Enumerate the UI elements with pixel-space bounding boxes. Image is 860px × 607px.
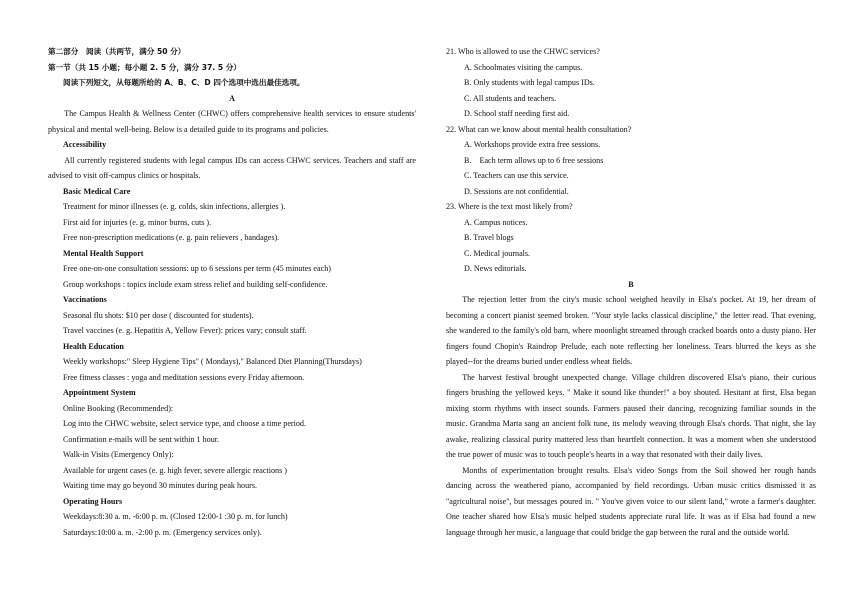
- option-23-d: D. News editorials.: [464, 264, 527, 273]
- option-23-a: A. Campus notices.: [464, 217, 528, 227]
- vaccinations-item: Travel vaccines (e. g. Hepatitis A, Yellow Fever): prices vary; consult staff.: [63, 326, 307, 335]
- vaccinations-item: Seasonal flu shots: $10 per dose ( discounted for students).: [63, 310, 254, 320]
- instruction: 阅读下列短文，从每题所给的 A、B、C、D 四个选项中选出最佳选项。: [63, 78, 305, 87]
- health-education-heading: Health Education: [63, 341, 124, 351]
- passage-a-label: A: [229, 93, 235, 103]
- vaccinations-heading: Vaccinations: [63, 295, 107, 304]
- section-title: 第一节（共 15 小题；每小题 2. 5 分，满分 37. 5 分）: [48, 62, 241, 72]
- option-22-b: B. Each term allows up to 6 free sessions: [464, 155, 604, 165]
- option-23-c: C. Medical journals.: [464, 248, 531, 258]
- question-23: 23. Where is the text most likely from?: [446, 202, 573, 211]
- left-column: [48, 44, 416, 540]
- appointment-item: Online Booking (Recommended):: [63, 403, 174, 413]
- right-column: [446, 44, 816, 540]
- option-21-a: A. Schoolmates visiting the campus.: [464, 62, 583, 72]
- basic-care-heading: Basic Medical Care: [63, 186, 131, 196]
- question-22: 22. What can we know about mental health consultation?: [446, 124, 632, 134]
- accessibility-heading: Accessibility: [63, 140, 107, 149]
- option-22-a: A. Workshops provide extra free sessions.: [464, 140, 601, 149]
- option-21-d: D. School staff needing first aid.: [464, 109, 570, 118]
- operating-hours-heading: Operating Hours: [63, 496, 123, 506]
- option-21-c: C. All students and teachers.: [464, 93, 557, 103]
- passage-b-paragraph-2: The harvest festival brought unexpected change. Village children discovered Elsa's piano, their curious fingers brushing the yellowed keys. " Make it sound like thunder!" a boy shouted. Hesitant at first, Elsa began mixing storm rhythms with insect sounds. Farmers paused their dancing, recognizing familiar sounds in the music. Grandma Marta sang an ancient folk tune, its melody weaving through Elsa's chords. That night, she lay awake, realizing classical purity mattered less than heartfelt connection. It was a moment when she understood the true power of music was to touch people's hearts in a way that resonated with their daily lives.: [446, 372, 816, 459]
- option-23-b: B. Travel blogs: [464, 233, 514, 242]
- mental-health-item: Group workshops : topics include exam stress relief and building self-confidence.: [63, 279, 328, 289]
- option-22-c: C. Teachers can use this service.: [464, 171, 569, 180]
- basic-care-item: Free non-prescription medications (e. g. pain relievers , bandages).: [63, 233, 280, 242]
- health-education-item: Weekly workshops:" Sleep Hygiene Tips" ( Mondays)," Balanced Diet Planning(Thursdays): [63, 357, 362, 366]
- passage-b-paragraph-3: Months of experimentation brought results. Elsa's video Songs from the Soil showed her rough hands dancing across the weathered piano, accompanied by field recordings. Urban music critics dismissed it as "agricultural noise", but messages poured in. " You've given voice to our silent land," wrote a farmer's daughter. One teacher shared how Elsa's music helped students appreciate rural life. It was as if Elsa had found a new language through her music, a language that could bridge the gap between the rural and the outside world.: [446, 465, 816, 537]
- part-title: 第二部分 阅读（共两节，满分 50 分）: [48, 47, 186, 56]
- mental-health-heading: Mental Health Support: [63, 248, 144, 258]
- appointment-heading: Appointment System: [63, 388, 136, 397]
- option-21-b: B. Only students with legal campus IDs.: [464, 78, 595, 87]
- option-22-d: D. Sessions are not confidential.: [464, 186, 569, 196]
- passage-a-intro: The Campus Health & Wellness Center (CHWC) offers comprehensive health services to ensure students' physical and mental well-being. Below is a detailed guide to its programs and policies.: [48, 109, 416, 134]
- appointment-item: Log into the CHWC website, select service type, and choose a time period.: [63, 419, 306, 428]
- health-education-item: Free fitness classes : yoga and meditation sessions every Friday afternoon.: [63, 372, 305, 382]
- mental-health-item: Free one-on-one consultation sessions: up to 6 sessions per term (45 minutes each): [63, 264, 331, 273]
- question-21: 21. Who is allowed to use the CHWC services?: [446, 47, 600, 56]
- basic-care-item: First aid for injuries (e. g. minor burns, cuts ).: [63, 217, 212, 227]
- appointment-item: Waiting time may go beyond 30 minutes during peak hours.: [63, 481, 258, 490]
- passage-b-label: B: [628, 279, 634, 289]
- operating-hours-item: Weekdays:8:30 a. m. -6:00 p. m. (Closed 12:00-1 :30 p. m. for lunch): [63, 512, 288, 521]
- appointment-item: Confirmation e-mails will be sent within 1 hour.: [63, 434, 220, 444]
- appointment-item: Walk-in Visits (Emergency Only):: [63, 450, 174, 459]
- accessibility-text: All currently registered students with legal campus IDs can access CHWC services. Teachers and staff are advised to visit off-campus clinics or hospitals.: [48, 155, 416, 180]
- passage-b-paragraph-1: The rejection letter from the city's music school weighed heavily in Elsa's pocket. At 19, her dream of becoming a concert pianist seemed broken. "Your style lacks classical discipline," the letter read. That evening, she wandered to the family's old barn, where moonlight streamed through cracked boards onto a dusty piano. Her fingers found Chopin's Raindrop Prelude, each note reflecting her loneliness. Tears blurred the keys as she played--for the dreams buried under endless wheat fields.: [446, 295, 816, 366]
- appointment-item: Available for urgent cases (e. g. high fever, severe allergic reactions ): [63, 465, 287, 475]
- operating-hours-item: Saturdays:10:00 a. m. -2:00 p. m. (Emergency services only).: [63, 527, 262, 537]
- basic-care-item: Treatment for minor illnesses (e. g. colds, skin infections, allergies ).: [63, 202, 286, 211]
